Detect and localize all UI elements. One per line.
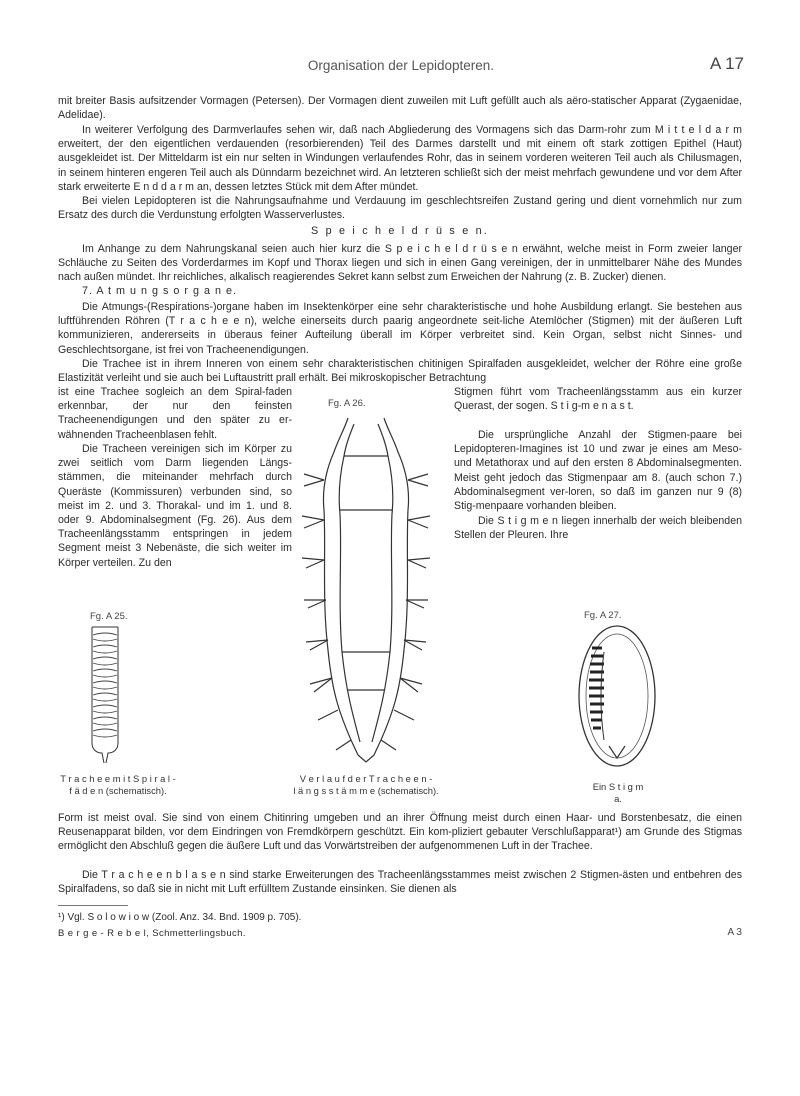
paragraph-vormagen: mit breiter Basis aufsitzender Vormagen (Petersen). Der Vormagen dient zuweilen mit Luft gefüllt auch als aëro-statischer Apparat (Zygaenidae, Adelidae). <box>58 95 742 122</box>
fig26-caption <box>288 773 444 797</box>
right-column-pleuren: Die S t i g m e n liegen innerhalb der weich bleibenden Stellen der Pleuren. Ihre <box>454 515 742 542</box>
paragraph-atmungsorgane: Die Atmungs-(Respirations-)organe haben im Insektenkörper eine sehr charakteristische und hohe Ausbildung erlangt. Sie bestehen aus luftführenden Röhren (T r a c h e e n), welche einerseits durch paarig angeordnete seit-liche Atemlöcher (Stigmen) mit der äußeren Luft kommunizieren, andererseits in überaus feiner Aufteilung überall im Körper verbreitet sind. Kein Organ, selbst nicht Sinnes- und Geschlechtsorgane, ist frei von Tracheenendigungen. <box>58 301 742 356</box>
paragraph-nahrungsaufnahme: Bei vielen Lepidopteren ist die Nahrungsaufnahme und Verdauung im geschlechtsreifen Zustand gering und dient vornehmlich nur zum Ersatz des durch die Verdunstung erfolgten Wasserverlustes. <box>58 195 742 222</box>
paragraph-trachee: Die Trachee ist in ihrem Inneren von einem sehr charakteristischen chitinigen Spiralfaden ausgekleidet, welcher der Röhre eine große Elastizität verleiht und sie auch bei Luftaustritt prall erhält. Bei mikroskopischer Betrachtung <box>58 358 742 385</box>
footnote: ¹) Vgl. S o l o w i o w (Zool. Anz. 34. Bnd. 1909 p. 705). <box>58 912 302 923</box>
paragraph-tracheenblasen: Die T r a c h e e n b l a s e n sind starke Erweiterungen des Tracheenlängsstammes meist zwischen 2 Stigmen-ästen und entbehren des Spiralfadens, so daß sie in nicht mit Luft erfülltem Zustande einsinken. Sie dienen als <box>58 869 742 896</box>
fig26-caption-line1: V e r l a u f d e r T r a c h e e n - <box>299 773 433 784</box>
fig26-caption-line2: l ä n g s s t ä m m e (schematisch). <box>293 785 439 796</box>
trachea-spiral-figure <box>88 625 122 765</box>
paragraph-speicheldruesen: Im Anhange zu dem Nahrungskanal seien auch hier kurz die S p e i c h e l d r ü s e n erwähnt, welche meist in Form zweier langer Schläuche zu Seiten des Vorderdarmes im Kopf und Thorax liegen und sich in einen Gang vereinigen, der in unmittelbarer Nähe des Mundes nach außen mündet. Ihr reichliches, alkalisch reagierendes Sekret kann selbst zum Erweichen der Nahrung (z. B. Zucker) dienen. <box>58 243 742 284</box>
stigma-figure <box>576 622 658 770</box>
fig27-label: Fg. A 27. <box>584 610 622 621</box>
heading-atmungsorgane: 7. A t m u n g s o r g a n e. <box>82 285 238 297</box>
page-number: A 17 <box>709 54 744 73</box>
footnote-rule <box>58 905 128 906</box>
fig25-caption <box>60 773 176 797</box>
left-column-laengsstaemme: Die Tracheen vereinigen sich im Körper zu zwei seitlich vom Darm liegenden Längs-stämmen, die miteinander mehrfach durch Queräste (Kommissuren) verbunden sind, so meist im 2. und 3. Thorakal- und im 1. und 8. oder 9. Abdominalsegment (Fg. 26). Aus dem Tracheenlängsstamm entspringen in jedem Segment meist 3 Nebenäste, die sich weiter im Körper verteilen. Zu den <box>58 443 292 569</box>
right-column-stigmenast: Stigmen führt vom Tracheenlängsstamm aus ein kurzer Querast, der sogen. S t i g-m e n a s t. <box>454 386 742 413</box>
running-title: Organisation der Lepidopteren. <box>307 58 495 73</box>
heading-speicheldruesen: S p e i c h e l d r ü s e n. <box>310 225 490 237</box>
left-column-spiralfaden: ist eine Trachee sogleich an dem Spiral-faden erkennbar, der nur den feinsten Tracheenendigungen und den später zu er-wähnenden Tracheenblasen fehlt. <box>58 386 292 441</box>
signature-mark: A 3 <box>727 927 742 938</box>
fig26-label: Fg. A 26. <box>328 398 366 409</box>
running-header <box>58 54 744 78</box>
paragraph-mitteldarm: In weiterer Verfolgung des Darmverlaufes sehen wir, daß nach Abgliederung des Vormagens sich das Darm-rohr zum M i t t e l d a r m erweitert, der den eigentlichen verdauenden (resorbierenden) Teil des Darmes darstellt und mit einem oft stark zottigen Epithel (Haut) ausgekleidet ist. Der Mitteldarm ist ein nur selten in Windungen verlaufendes Rohr, das in seinem vorderen weiteren Teil auch als Chilusmagen, in seinem hinteren engeren Teil auch als Dünndarm bezeichnet wird. An letzteren schließt sich der meist mehrfach gewundene und vor dem After stark erweiterte E n d d a r m an, dessen letztes Stück mit dem After mündet. <box>58 124 742 193</box>
publisher-line: B e r g e - R e b e l, Schmetterlingsbuch. <box>58 928 246 939</box>
fig25-label: Fg. A 25. <box>90 611 128 622</box>
fig25-caption-line1: T r a c h e e m i t S p i r a l - <box>60 773 176 784</box>
fig27-caption: Ein S t i g m a. <box>592 781 644 804</box>
tracheal-trunks-figure <box>296 410 436 765</box>
paragraph-stigma-form: Form ist meist oval. Sie sind von einem Chitinring umgeben und an ihrer Öffnung meist durch einen Haar- und Borstenbesatz, die einen Reusenapparat bilden, vor dem Eindringen von Fremdkörpern geschützt. Ein kom-pliziert gebauter Verschlußapparat¹) am Grunde des Stigmas ermöglicht den Abschluß gegen die äußere Luft und das Vorwärtstreiben der aufgenommenen Luft in der Trachee. <box>58 812 742 853</box>
fig25-caption-line2: f ä d e n (schematisch). <box>69 785 167 796</box>
right-column-stigmenpaare: Die ursprüngliche Anzahl der Stigmen-paare bei Lepidopteren-Imagines ist 10 und zwar je eines am Meso- und Metathorax und auf den ersten 8 Abdominalsegmenten. Meist geht jedoch das Stigmenpaar am 8. (auch schon 7.) Abdominalsegment ver-loren, so daß im ganzen nur 9 (8) Stig-menpaare vorhanden bleiben. <box>454 429 742 513</box>
